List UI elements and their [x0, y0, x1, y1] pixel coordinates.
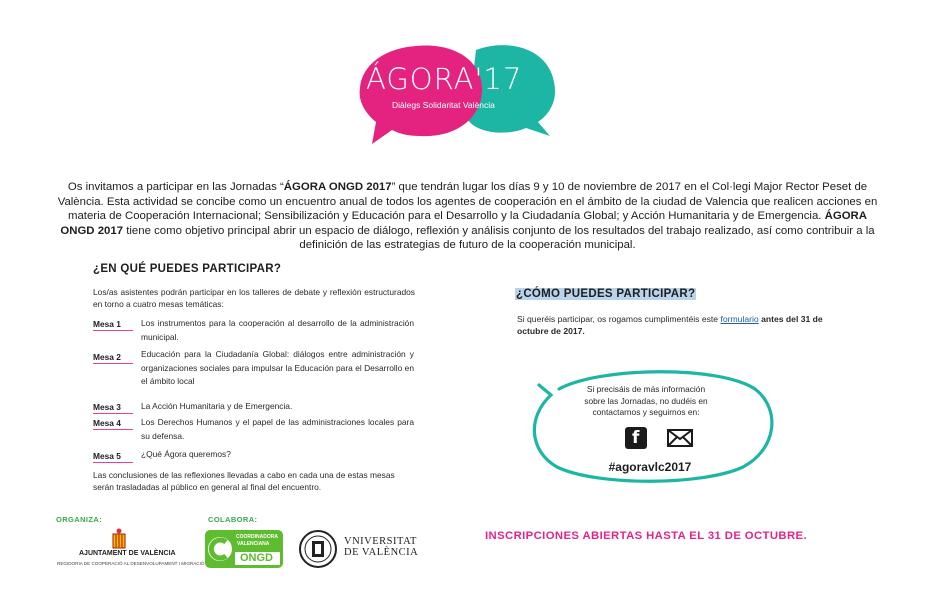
organiza-label: ORGANIZA: — [56, 515, 103, 524]
intro-text-1: Os invitamos a participar en las Jornadas “ — [67, 181, 284, 193]
intro-paragraph — [55, 180, 880, 253]
colabora-label: COLABORA: — [208, 515, 258, 524]
intro-bold-2: ÁGORA ONGD 2017 — [60, 210, 868, 237]
formulario-link[interactable]: formulario — [720, 314, 759, 324]
mesa-1-label: Mesa 1 — [93, 319, 131, 331]
ajuntament-logo — [57, 528, 205, 570]
conclusions-text: Las conclusiones de las reflexiones llevadas a cabo en cada una de estas mesas serán trasladadas al público en general al final del encuentro. — [93, 470, 395, 492]
hashtag: #agoravlc2017 — [608, 460, 692, 474]
mesa-2-label: Mesa 2 — [93, 352, 131, 364]
mesa-2-text: Educación para la Ciudadanía Global: diálogos entre administración y organizaciones sociales para impulsar la Educación para el Desarrollo en el ámbito local — [141, 349, 414, 386]
logo-subtitle: Diàlegs Solidaritat València — [392, 100, 495, 110]
contact-text: Si precisáis de más información sobre las Jornadas, no dudéis en contactarnos y seguirnos en: — [584, 384, 708, 417]
left-heading: ¿EN QUÉ PUEDES PARTICIPAR? — [93, 263, 282, 275]
mesa-5-label: Mesa 5 — [93, 451, 131, 463]
facebook-icon[interactable]: f — [625, 427, 647, 449]
mesa-4-label: Mesa 4 — [93, 418, 131, 430]
university-seal-icon — [298, 528, 338, 570]
intro-text-2: ” que tendrán lugar los días 9 y 10 de noviembre de 2017 en el Col·legi Major Rector Peset de València. Esta actividad se concibe como un encuentro anual de todos los agentes de cooperación en el ámbito de la ciudad de Valencia que realicen acciones en materia de Cooperación Internacional; Sensibilización y Educación para el Desarrollo y la Ciudadanía Global; y Acción Humanitaria y de Emergencia. — [57, 181, 878, 223]
intro-text-3: tiene como objetivo principal abrir un espacio de diálogo, reflexión y análisis conjunto de los resultados del trabajo realizado, así como contribuir a la definición de las estrategias de futuro de la cooperación municipal. — [123, 224, 875, 252]
universitat-valencia-logo — [298, 528, 420, 572]
mesa-3-text: La Acción Humanitaria y de Emergencia. — [141, 401, 293, 411]
logo-title: ÁGORA'17 — [366, 62, 523, 96]
ongd-logo: COORDINADORA VALENCIANA ONGD — [205, 530, 283, 568]
mail-icon[interactable] — [667, 429, 693, 447]
ajuntament-subtitle: REGIDORIA DE COOPERACIÓ AL DESENVOLUPAMENT I MIGRACIÓ — [57, 561, 205, 566]
inscripciones-banner: INSCRIPCIONES ABIERTAS HASTA EL 31 DE OCTUBRE. — [485, 530, 807, 542]
mesa-1-text: Los instrumentos para la cooperación al desarrollo de la administración municipal. — [141, 318, 414, 342]
left-lead-text: Los/as asistentes podrán participar en los talleres de debate y reflexión estructurados en torno a cuatro mesas temáticas: — [93, 287, 415, 309]
participate-text: Si queréis participar, os rogamos cumplimentéis este formulario antes del 31 de octubre de 2017. — [517, 314, 823, 336]
speech-bubbles-graphic — [358, 40, 578, 158]
uv-name: VNIVERSITAT DE VALÈNCIA — [344, 536, 419, 558]
mesa-5-text: ¿Qué Ágora queremos? — [141, 449, 231, 459]
mesa-4-text: Los Derechos Humanos y el papel de las administraciones locales para su defensa. — [141, 417, 414, 441]
right-heading: ¿CÓMO PUEDES PARTICIPAR? — [516, 288, 696, 300]
coat-of-arms-icon — [109, 528, 129, 550]
intro-bold-1: ÁGORA ONGD 2017 — [283, 181, 392, 193]
agora-logo — [358, 40, 578, 158]
ajuntament-name: AJUNTAMENT DE VALÈNCIA — [79, 550, 176, 557]
mesa-3-label: Mesa 3 — [93, 402, 131, 414]
